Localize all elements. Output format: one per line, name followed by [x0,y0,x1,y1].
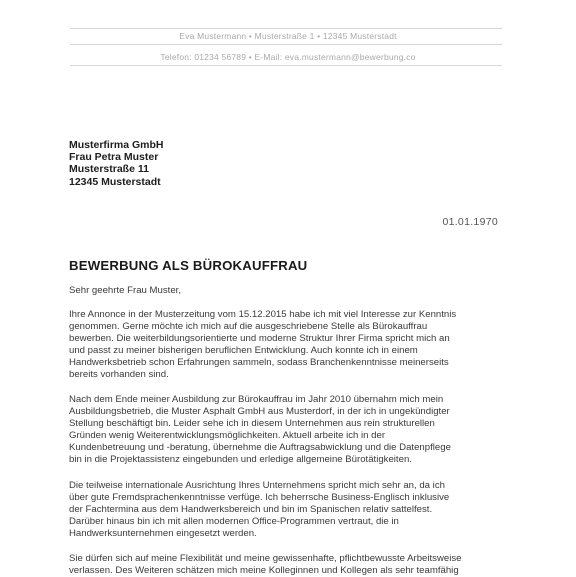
recipient-company: Musterfirma GmbH [69,139,164,151]
paragraph-line: verlassen. Des Weiteren schätzen mich meine Kolleginnen und Kollegen als sehr teamfähig [69,565,459,577]
paragraph-1 [69,309,509,382]
paragraph-2 [69,394,509,467]
paragraph-line: Handwerksbetrieb schon Erfahrungen sammeln, sodass Branchenkenntnisse meinerseits [69,357,449,369]
sender-contact: Telefon: 01234 56789 • E-Mail: eva.mustermann@bewerbung.co [160,52,416,62]
paragraph-line: Nach dem Ende meiner Ausbildung zur Bürokauffrau im Jahr 2010 übernahm mich mein [69,394,444,405]
paragraph-line: Sie dürfen sich auf meine Flexibilität und meine gewissenhafte, pflichtbewusste Arbeitsweise [69,553,462,564]
header-rule-middle [70,44,502,45]
paragraph-line: Kundenbetreuung und -beratung, übernehme die Auftragsabwicklung und die Datenpflege [69,442,451,454]
paragraph-line: Gründen wenig Weiterentwicklungsmöglichkeiten. Aktuell arbeite ich in der [69,430,386,442]
paragraph-3 [69,480,509,540]
paragraph-line: Darüber hinaus bin ich mit allen modernen Office-Programmen vertraut, die in [69,516,399,528]
paragraph-4 [69,553,509,577]
recipient-street: Musterstraße 11 [69,163,149,176]
letter-subject: BEWERBUNG ALS BÜROKAUFFRAU [69,258,308,273]
paragraph-line: genommen. Gerne möchte ich mich auf die ausgeschriebene Stelle als Bürokauffrau [69,321,428,333]
recipient-city: 12345 Musterstadt [69,175,161,188]
header-rule-top [70,28,502,29]
paragraph-line: Stellung beschäftigt bin. Leider sehe ich in diesem Unternehmen aus rein strukturellen [69,418,435,430]
header-rule-bottom [70,65,502,66]
paragraph-line: bereits vorhanden sind. [69,369,169,381]
salutation: Sehr geehrte Frau Muster, [69,285,181,296]
recipient-address [69,139,164,188]
paragraph-line: Ausbildungsbetrieb, die Muster Asphalt GmbH aus Musterdorf, in der ich in ungekündigter [69,406,450,418]
recipient-name: Frau Petra Muster [69,151,159,164]
paragraph-line: bin in die Projektassistenz eingebunden und erledige allgemeine Bürotätigkeiten. [69,454,412,466]
sender-address: Eva Mustermann • Musterstraße 1 • 12345 Musterstadt [179,31,397,41]
paragraph-line: Handwerksunternehmen eingesetzt werden. [69,528,257,540]
paragraph-line: und passt zu meiner bisherigen beruflichen Entwicklung. Auch konnte ich in einem [69,345,418,357]
paragraph-line: Die teilweise internationale Ausrichtung Ihres Unternehmens spricht mich sehr an, da ich [69,480,445,491]
paragraph-line: Ihre Annonce in der Musterzeitung vom 15.12.2015 habe ich mit viel Interesse zur Kenntnis [69,309,457,320]
letter-date: 01.01.1970 [442,216,498,228]
paragraph-line: bewerben. Die weiterbildungsorientierte und moderne Struktur Ihrer Firma spricht mich an [69,333,450,345]
paragraph-line: der Fachtermina aus dem Handwerksbereich und bin im Spanischen relativ sattelfest. [69,504,433,516]
paragraph-line: über gute Fremdsprachenkenntnisse verfüge. Ich beherrsche Business-Englisch inklusive [69,492,450,504]
